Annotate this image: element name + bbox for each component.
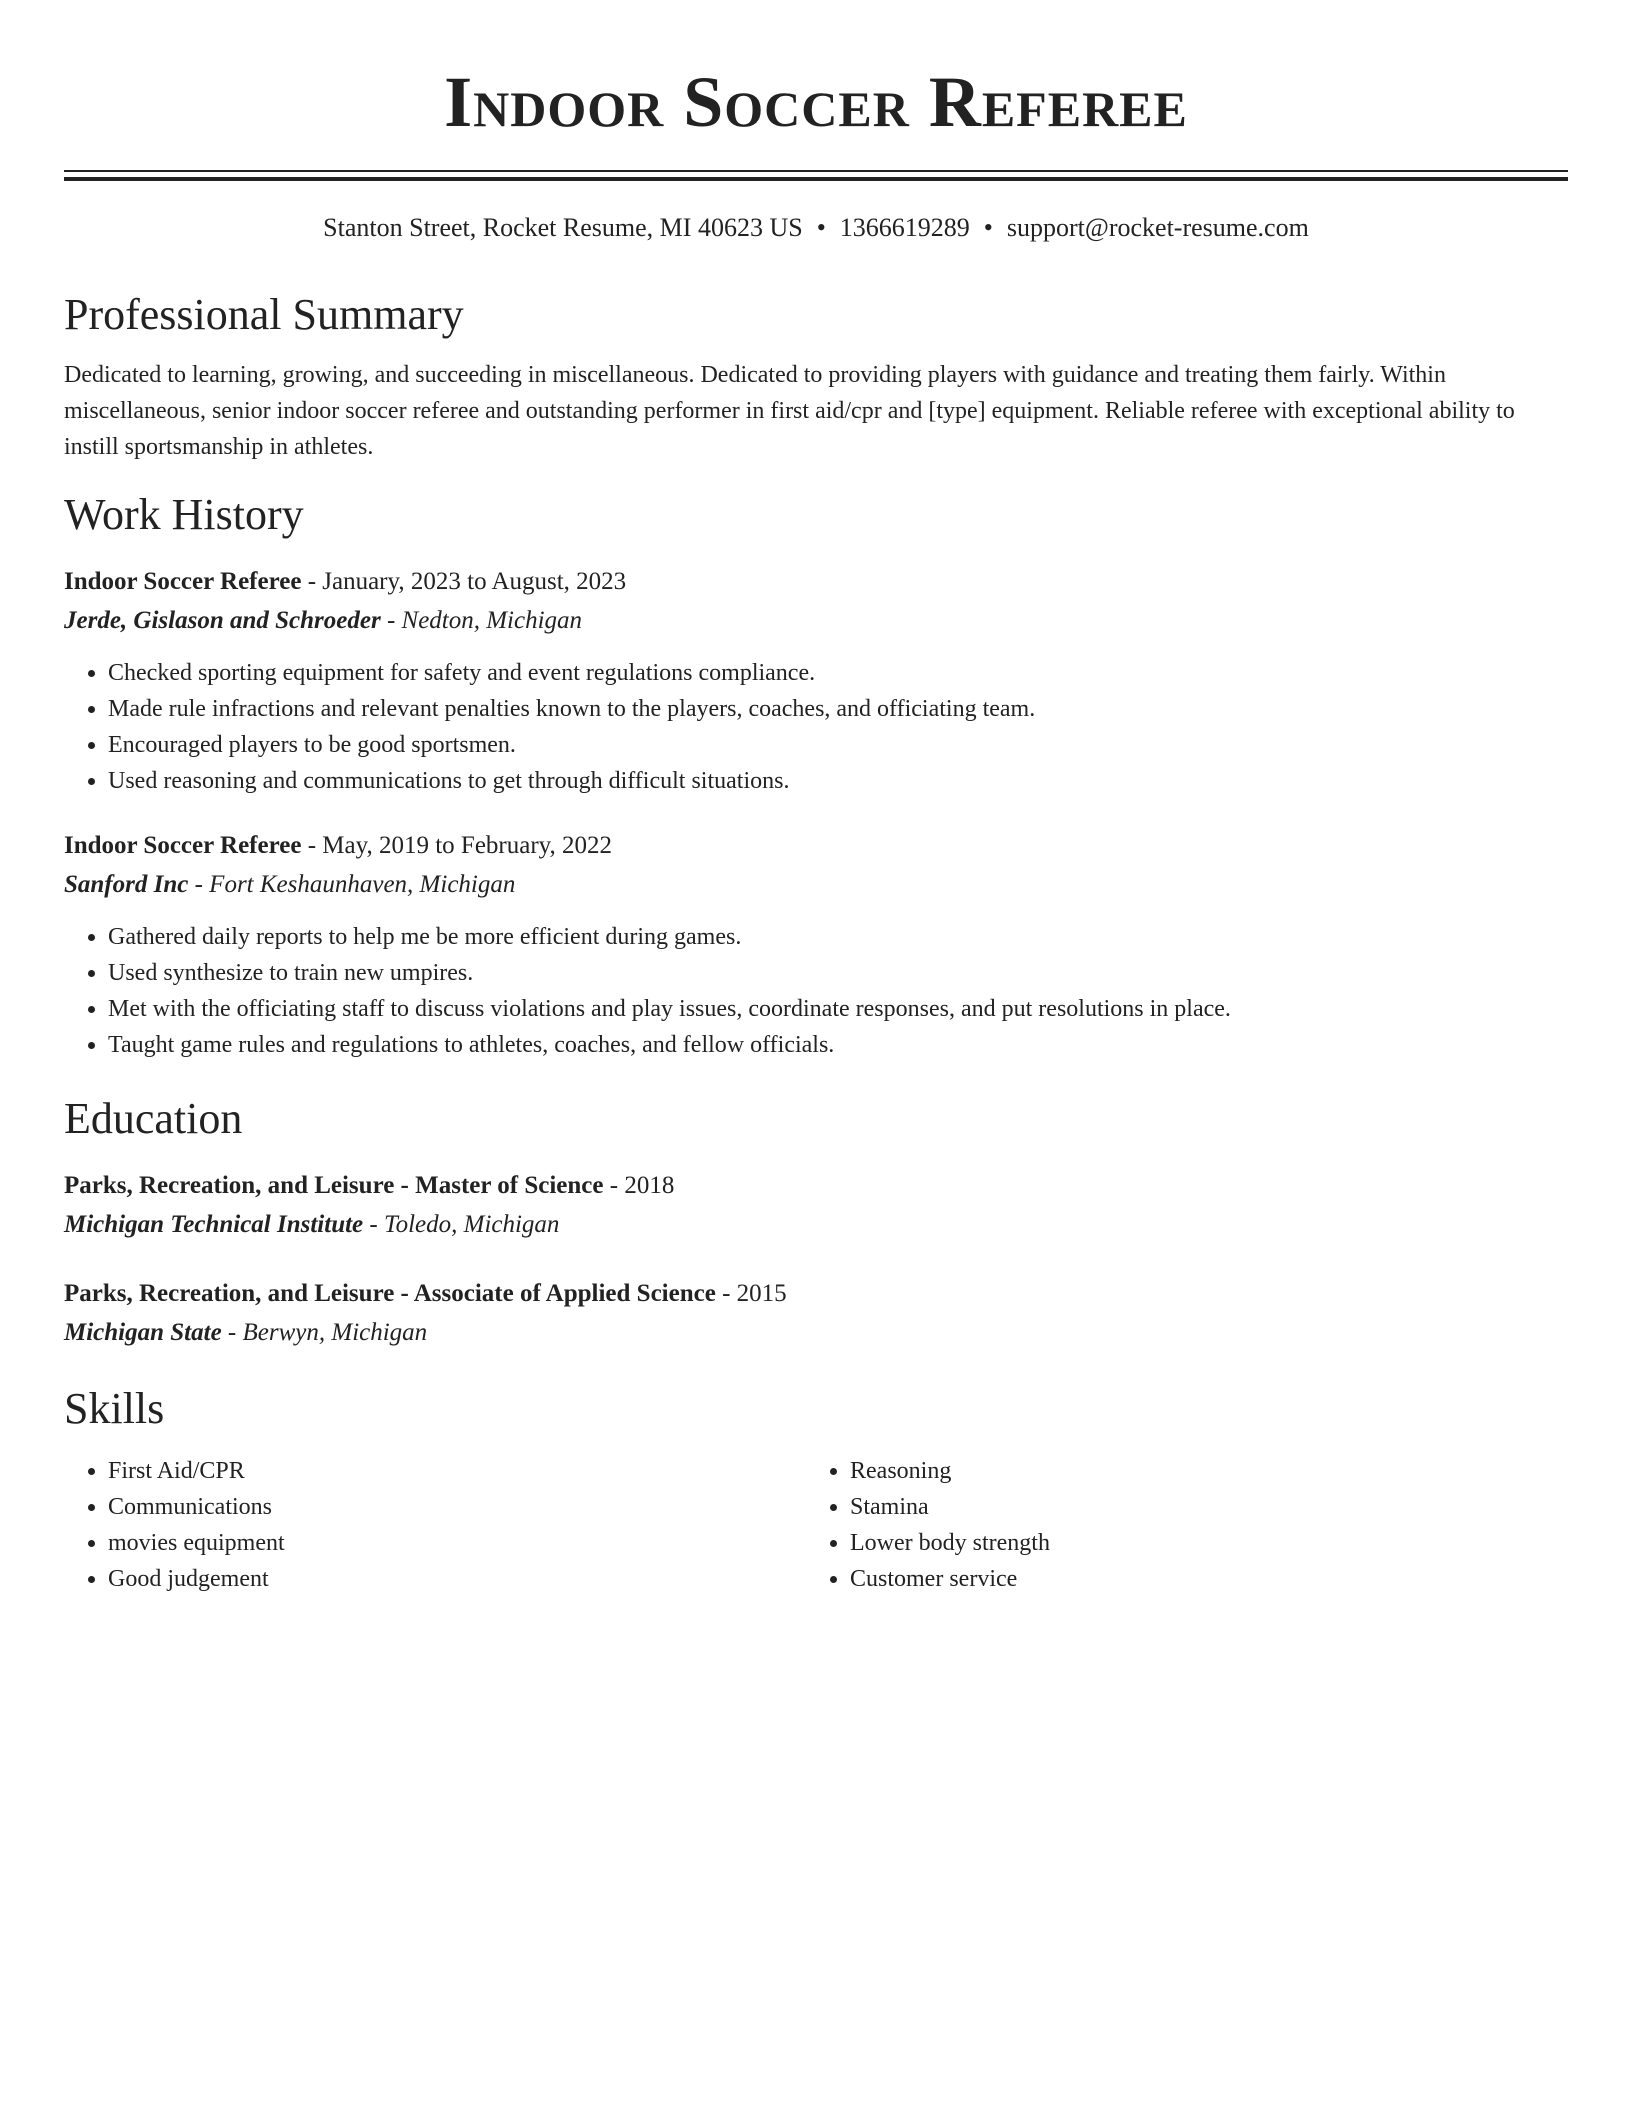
education-heading: Education <box>64 1094 243 1143</box>
job-duty: • Taught game rules and regulations to athletes, coaches, and fellow officials. <box>108 1027 1568 1063</box>
school-name: Michigan Technical Institute <box>64 1211 364 1238</box>
summary-text: Dedicated to learning, growing, and succeeding in miscellaneous. Dedicated to providing players with guidance and treating them fairly. Within miscellaneous, senior indoor soccer referee and outstanding performer in first aid/cpr and [type] equipment. Reliable referee with exceptional ability to instill sportsmanship in athletes. <box>64 362 1515 460</box>
skill-item: • First Aid/CPR <box>108 1453 806 1489</box>
job-company-line <box>64 865 1568 905</box>
skill-item: • Reasoning <box>850 1453 1548 1489</box>
candidate-name: Indoor Soccer Referee <box>444 62 1188 142</box>
skill-item: • Stamina <box>850 1489 1548 1525</box>
school-name: Michigan State <box>64 1319 222 1346</box>
job-entry <box>64 827 1568 1063</box>
job-role: Indoor Soccer Referee <box>64 568 302 595</box>
education-entry <box>64 1167 1568 1245</box>
work-history-heading: Work History <box>64 490 304 539</box>
job-dates: - January, 2023 to August, 2023 <box>301 568 627 595</box>
skills-heading: Skills <box>64 1384 165 1433</box>
job-title-line <box>64 563 1568 601</box>
skills-column-right <box>806 1453 1548 1597</box>
job-company: Sanford Inc <box>64 871 189 898</box>
degree: Parks, Recreation, and Leisure - Associate of Applied Science <box>64 1280 716 1307</box>
job-duty: • Used reasoning and communications to get through difficult situations. <box>108 763 1568 799</box>
skills-list <box>806 1453 1548 1597</box>
job-duty: • Met with the officiating staff to discuss violations and play issues, coordinate responses, and put resolutions in place. <box>108 991 1568 1027</box>
summary-heading: Professional Summary <box>64 290 464 339</box>
skill-item: • Customer service <box>850 1561 1548 1597</box>
skill-item: • movies equipment <box>108 1525 806 1561</box>
contact-separator: • <box>816 213 826 242</box>
skills-grid <box>64 1453 1568 1597</box>
graduation-year: - 2018 <box>603 1172 675 1199</box>
contact-email: support@rocket-resume.com <box>1006 213 1309 242</box>
school-line <box>64 1205 1568 1245</box>
job-duty: • Made rule infractions and relevant penalties known to the players, coaches, and officiating team. <box>108 691 1568 727</box>
job-dates: - May, 2019 to February, 2022 <box>301 832 613 859</box>
job-location: - Fort Keshaunhaven, Michigan <box>188 871 516 898</box>
job-company-line <box>64 601 1568 641</box>
job-company: Jerde, Gislason and Schroeder <box>64 607 381 634</box>
contact-phone: 1366619289 <box>839 213 970 242</box>
skills-column-left <box>64 1453 806 1597</box>
job-role: Indoor Soccer Referee <box>64 832 302 859</box>
graduation-year: - 2015 <box>715 1280 787 1307</box>
job-duty: • Used synthesize to train new umpires. <box>108 955 1568 991</box>
school-location: - Berwyn, Michigan <box>221 1319 428 1346</box>
job-title-line <box>64 827 1568 865</box>
job-location: - Nedton, Michigan <box>380 607 583 634</box>
degree-line <box>64 1167 1568 1205</box>
contact-separator: • <box>983 213 993 242</box>
degree-line <box>64 1275 1568 1313</box>
job-duty: • Encouraged players to be good sportsmen. <box>108 727 1568 763</box>
job-duty: • Gathered daily reports to help me be more efficient during games. <box>108 919 1568 955</box>
school-line <box>64 1313 1568 1353</box>
degree: Parks, Recreation, and Leisure - Master of Science <box>64 1172 604 1199</box>
skill-item: • Communications <box>108 1489 806 1525</box>
skills-list <box>64 1453 806 1597</box>
contact-address: Stanton Street, Rocket Resume, MI 40623 US <box>323 213 803 242</box>
job-duty: • Checked sporting equipment for safety and event regulations compliance. <box>108 655 1568 691</box>
job-duties <box>64 655 1568 799</box>
skill-item: • Lower body strength <box>850 1525 1548 1561</box>
education-entry <box>64 1275 1568 1353</box>
job-entry <box>64 563 1568 799</box>
header-divider <box>64 170 1568 181</box>
school-location: - Toledo, Michigan <box>363 1211 560 1238</box>
skill-item: • Good judgement <box>108 1561 806 1597</box>
job-duties <box>64 919 1568 1063</box>
contact-line <box>64 211 1568 245</box>
